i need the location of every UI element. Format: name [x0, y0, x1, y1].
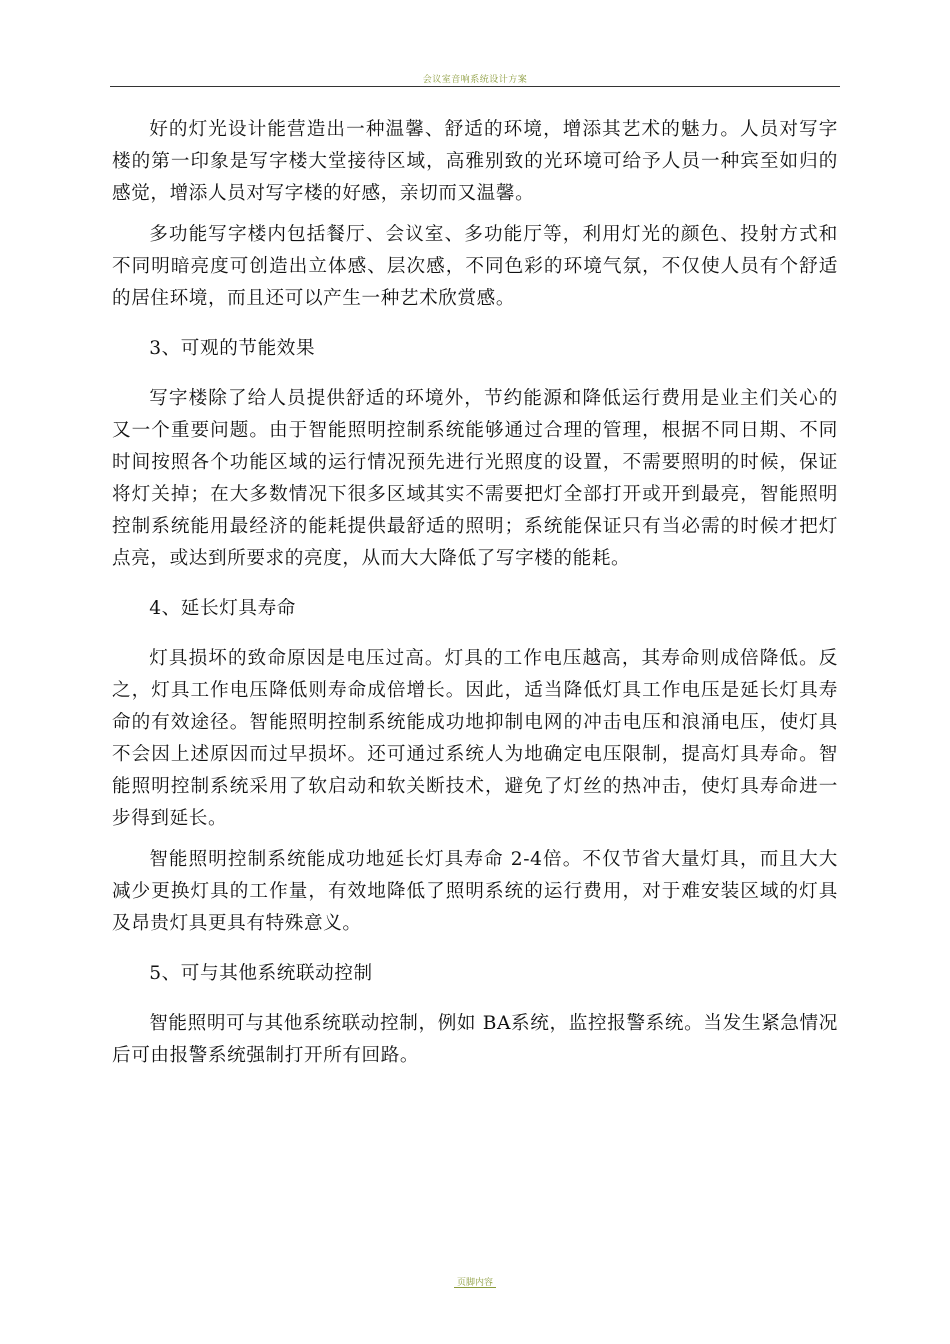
paragraph-multifunction-rooms: 多功能写字楼内包括餐厅、会议室、多功能厅等，利用灯光的颜色、投射方式和不同明暗亮度可创造出立体感、层次感，不同色彩的环境气氛，不仅使人员有个舒适的居住环境，而且还可以产生一种艺术欣赏感。: [112, 224, 838, 309]
page-footer: 页脚内容: [456, 1278, 493, 1288]
header-divider: [110, 86, 840, 87]
section-heading-energy-saving: 3、可观的节能效果: [149, 338, 316, 359]
section-heading-linkage-control: 5、可与其他系统联动控制: [149, 963, 373, 984]
section-heading-lamp-life: 4、延长灯具寿命: [149, 598, 296, 619]
footer-underline: [454, 1287, 496, 1288]
paragraph-lamp-life-extension: 智能照明控制系统能成功地延长灯具寿命 2-4倍。不仅节省大量灯具，而且大大减少更换灯具的工作量，有效地降低了照明系统的运行费用，对于难安装区域的灯具及昂贵灯具更具有特殊意义。: [112, 849, 838, 934]
paragraph-energy-saving: 写字楼除了给人员提供舒适的环境外，节约能源和降低运行费用是业主们关心的又一个重要问题。由于智能照明控制系统能够通过合理的管理，根据不同日期、不同时间按照各个功能区域的运行情况预先进行光照度的设置，不需要照明的时候，保证将灯关掉；在大多数情况下很多区域其实不需要把灯全部打开或开到最亮，智能照明控制系统能用最经济的能耗提供最舒适的照明；系统能保证只有当必需的时候才把灯点亮，或达到所要求的亮度，从而大大降低了写字楼的能耗。: [112, 388, 838, 569]
document-body: [112, 114, 838, 1072]
page-header: 会议室音响系统设计方案: [422, 75, 528, 85]
paragraph-lamp-life: 灯具损坏的致命原因是电压过高。灯具的工作电压越高，其寿命则成倍降低。反之，灯具工作电压降低则寿命成倍增长。因此，适当降低灯具工作电压是延长灯具寿命的有效途径。智能照明控制系统能成功地抑制电网的冲击电压和浪涌电压，使灯具不会因上述原因而过早损坏。还可通过系统人为地确定电压限制，提高灯具寿命。智能照明控制系统采用了软启动和软关断技术，避免了灯丝的热冲击，使灯具寿命进一步得到延长。: [112, 648, 838, 829]
paragraph-lighting-atmosphere: 好的灯光设计能营造出一种温馨、舒适的环境，增添其艺术的魅力。人员对写字楼的第一印象是写字楼大堂接待区域，高雅别致的光环境可给予人员一种宾至如归的感觉，增添人员对写字楼的好感，亲切而又温馨。: [112, 119, 838, 204]
paragraph-linkage-control: 智能照明可与其他系统联动控制，例如 BA系统，监控报警系统。当发生紧急情况后可由报警系统强制打开所有回路。: [112, 1013, 838, 1066]
